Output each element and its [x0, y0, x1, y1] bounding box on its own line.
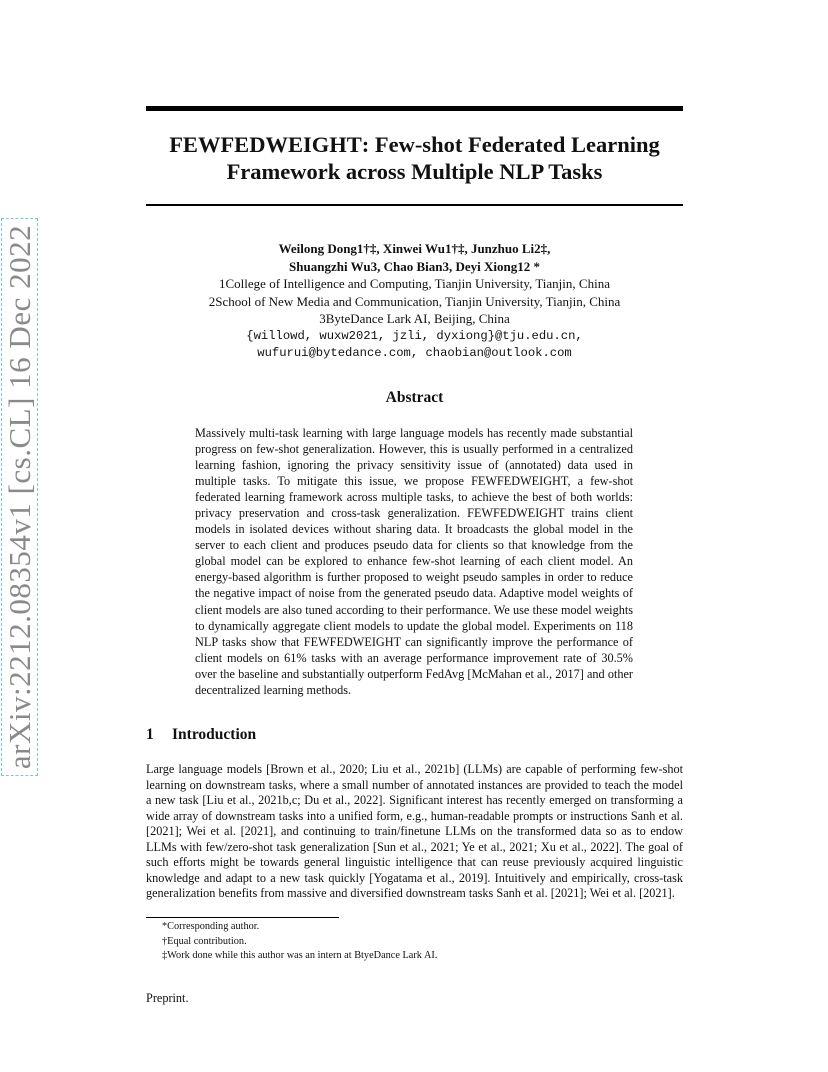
author-block	[146, 240, 683, 363]
abstract-body: Massively multi-task learning with large language models has recently made substantial progress on few-shot generalization. However, this is usually performed in a centralized learning fashion, ignoring the privacy sensitivity issue of (annotated) data used in multiple tasks. To mitigate this issue, we propose FEWFEDWEIGHT, a few-shot federated learning framework across multiple tasks, to achieve the best of both worlds: privacy preservation and cross-task generalization. FEWFEDWEIGHT trains client models in isolated devices without sharing data. It broadcasts the global model in the server to each client and produces pseudo data for clients so that knowledge from the global model can be explored to enhance few-shot learning of each client model. An energy-based algorithm is further proposed to weight pseudo samples in order to reduce the negative impact of noise from the generated pseudo data. Adaptive model weights of client models are also tuned according to their performance. We use these model weights to dynamically aggregate client models to update the global model. Experiments on 118 NLP tasks show that FEWFEDWEIGHT can significantly improve the performance of client models on 61% tasks with an average performance improvement rate of 30.5% over the baseline and substantially outperform FedAvg [McMahan et al., 2017] and other decentralized learning methods.	[195, 426, 633, 697]
footnotes	[162, 920, 437, 964]
affiliation-1: 1College of Intelligence and Computing, Tianjin University, Tianjin, China	[219, 276, 610, 291]
email-line-2: wufurui@bytedance.com, chaobian@outlook.com	[257, 346, 572, 360]
title-bottom-rule	[146, 204, 683, 206]
footnote-equal-contribution: †Equal contribution.	[162, 935, 247, 947]
method-name: FEWFEDWEIGHT	[169, 132, 362, 157]
affiliation-3: 3ByteDance Lark AI, Beijing, China	[319, 311, 510, 326]
section-heading	[146, 726, 256, 744]
introduction-paragraph: Large language models [Brown et al., 2020; Liu et al., 2021b] (LLMs) are capable of performing few-shot learning on downstream tasks, where a small number of annotated instances are provided to teach the model a new task [Liu et al., 2021b,c; Du et al., 2022]. Significant interest has recently emerged on transforming a wide array of downstream tasks into a unified form, e.g., human-readable prompts or instructions Sanh et al. [2021]; Wei et al. [2021], and continuing to train/finetune LLMs on the transformed data so as to endow LLMs with few/zero-shot task generalization [Sun et al., 2021; Ye et al., 2021; Xu et al., 2022]. The goal of such efforts might be towards general linguistic intelligence that can reuse previously acquired linguistic knowledge and adapt to a new task quickly [Yogatama et al., 2019]. Intuitively and empirically, cross-task generalization benefits from massive and diversified downstream tasks Sanh et al. [2021]; Wei et al. [2021].	[146, 762, 683, 901]
author-line-1: Weilong Dong1†‡, Xinwei Wu1†‡, Junzhuo Li2‡,	[278, 241, 551, 256]
author-line-2: Shuangzhi Wu3, Chao Bian3, Deyi Xiong12 *	[289, 258, 540, 274]
footnote-rule	[146, 917, 339, 918]
paper-title: FEWFEDWEIGHT: Few-shot Federated Learning Framework across Multiple NLP Tasks	[169, 132, 660, 184]
affiliation-2: 2School of New Media and Communication, Tianjin University, Tianjin, China	[208, 293, 621, 309]
title-top-rule	[146, 106, 683, 111]
abstract-heading: Abstract	[385, 389, 444, 406]
footnote-intern: ‡Work done while this author was an intern at BtyeDance Lark AI.	[162, 950, 438, 962]
section-title: Introduction	[172, 726, 257, 743]
email-line-1: {willowd, wuxw2021, jzli, dyxiong}@tju.edu.cn,	[246, 328, 583, 343]
footnote-corresponding: *Corresponding author.	[162, 921, 260, 932]
arxiv-stamp: arXiv:2212.08354v1 [cs.CL] 16 Dec 2022	[3, 157, 37, 837]
preprint-label: Preprint.	[146, 991, 189, 1005]
section-number: 1	[146, 726, 154, 743]
